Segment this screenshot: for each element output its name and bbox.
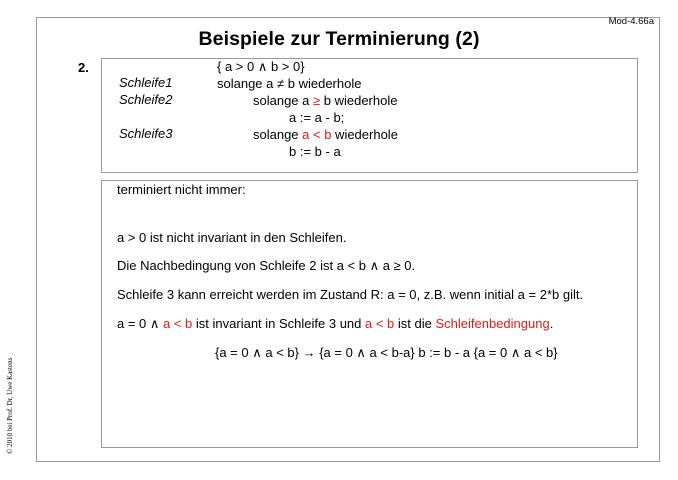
explanation-line-3: Die Nachbedingung von Schleife 2 ist a < b ∧ a ≥ 0. [117, 258, 416, 273]
loop3-label: Schleife3 [119, 126, 173, 141]
line5-part-b: ist invariant in Schleife 3 und [192, 316, 366, 331]
explanation-line-5 [117, 316, 553, 332]
loop2-operator: ≥ [313, 93, 321, 108]
explanation-box [101, 180, 638, 448]
item-number: 2. [78, 60, 89, 75]
precondition: { a > 0 ∧ b > 0} [217, 59, 305, 74]
line5-highlight-1: a < b [163, 316, 193, 331]
loop2-body: a := a - b; [289, 110, 345, 125]
line5-highlight-2: a < b [365, 316, 395, 331]
line5-part-a: a = 0 ∧ [117, 316, 164, 331]
line5-part-c: ist die [394, 316, 436, 331]
line5-part-d: . [549, 316, 554, 331]
loop2-code [253, 92, 397, 109]
loop3-code-start: solange [253, 127, 303, 142]
program-box [101, 58, 638, 173]
slide-id: Mod-4.66a [608, 16, 654, 27]
explanation-line-4: Schleife 3 kann erreicht werden im Zustand R: a = 0, z.B. wenn initial a = 2*b gilt. [117, 287, 584, 302]
loop3-code [253, 126, 398, 143]
hoare-triple: {a = 0 ∧ a < b} → {a = 0 ∧ a < b-a} b := b - a {a = 0 ∧ a < b} [215, 345, 558, 360]
loop2-code-start: solange a [253, 93, 313, 108]
line5-highlight-3: Schleifenbedingung [435, 316, 550, 331]
loop3-condition: a < b [302, 127, 332, 142]
loop3-body: b := b - a [289, 144, 341, 159]
copyright-note: © 2010 bei Prof. Dr. Uwe Kastens [6, 357, 14, 454]
loop2-code-end: b wiederhole [320, 93, 398, 108]
explanation-line-1: terminiert nicht immer: [117, 182, 246, 197]
slide-title: Beispiele zur Terminierung (2) [198, 28, 480, 50]
loop1-label: Schleife1 [119, 75, 173, 90]
loop3-code-end: wiederhole [331, 127, 398, 142]
explanation-line-2: a > 0 ist nicht invariant in den Schleifen. [117, 230, 347, 245]
loop2-label: Schleife2 [119, 92, 173, 107]
loop1-code: solange a ≠ b wiederhole [217, 76, 362, 91]
